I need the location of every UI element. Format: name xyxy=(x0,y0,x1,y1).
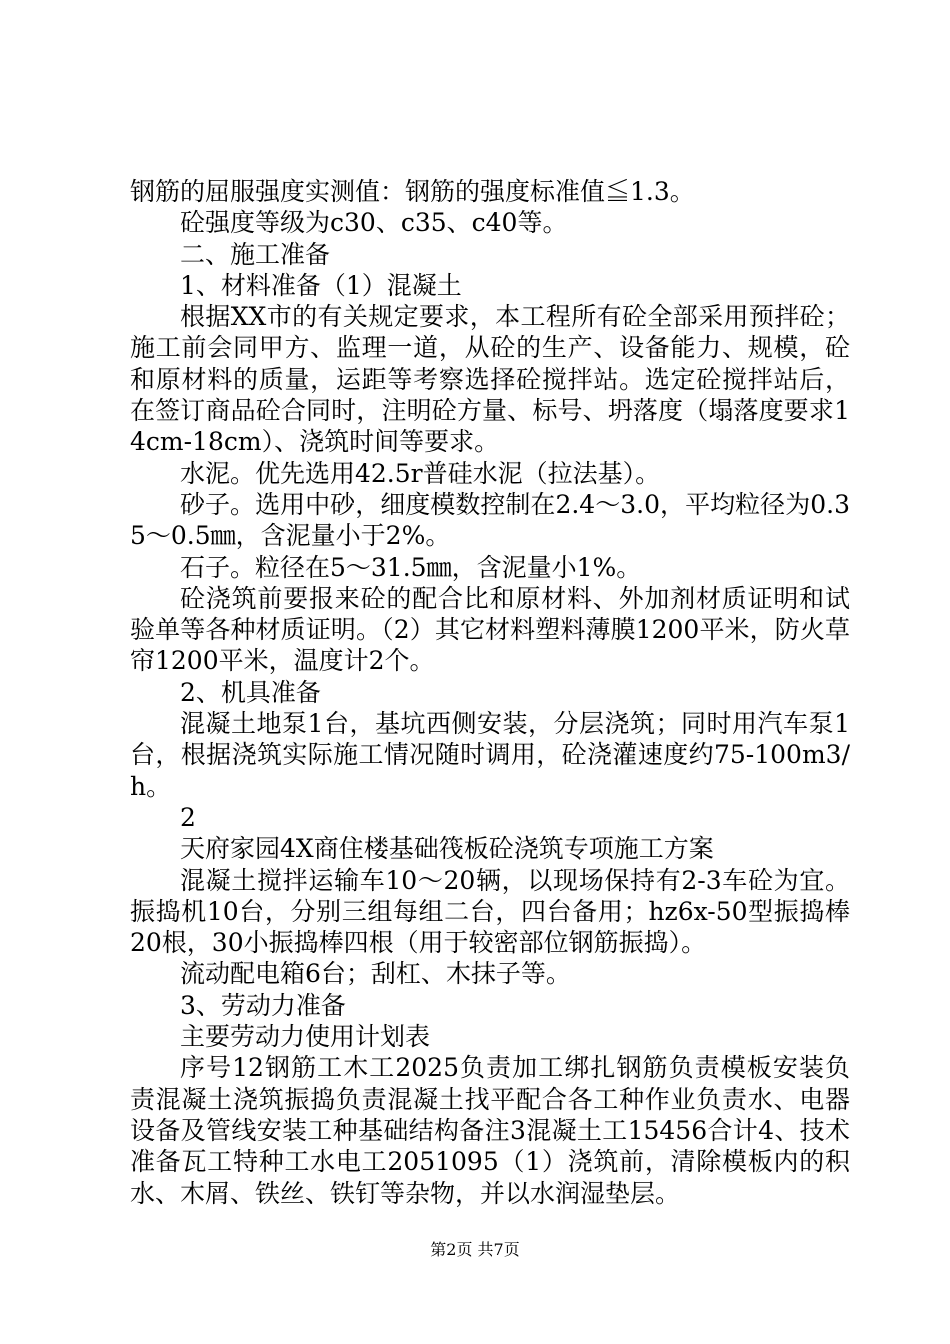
document-body xyxy=(130,176,850,1209)
paragraph: 混凝土搅拌运输车10～20辆，以现场保持有2-3车砼为宜。振捣机10台，分别三组每组二台，四台备用；hz6x-50型振捣棒20根，30小振捣棒四根（用于较密部位钢筋振捣）。 xyxy=(130,865,850,958)
paragraph: 根据XX市的有关规定要求，本工程所有砼全部采用预拌砼；施工前会同甲方、监理一道，从砼的生产、设备能力、规模，砼和原材料的质量，运距等考察选择砼搅拌站。选定砼搅拌站后，在签订商品砼合同时，注明砼方量、标号、坍落度（塌落度要求14cm-18cm）、浇筑时间等要求。 xyxy=(130,302,850,457)
page-footer xyxy=(0,1240,950,1260)
inline-page-number: 2 xyxy=(180,802,196,832)
paragraph: 流动配电箱6台；刮杠、木抹子等。 xyxy=(180,959,571,989)
paragraph: 混凝土地泵1台，基坑西侧安装，分层浇筑；同时用汽车泵1台，根据浇筑实际施工情况随时调用，砼浇灌速度约75-100m3/h。 xyxy=(130,709,850,801)
paragraph: 石子。粒径在5～31.5㎜，含泥量小1%。 xyxy=(180,552,642,582)
running-header: 天府家园4X商住楼基础筏板砼浇筑专项施工方案 xyxy=(180,834,714,864)
table-title: 主要劳动力使用计划表 xyxy=(180,1022,431,1052)
paragraph: 砼强度等级为c30、c35、c40等。 xyxy=(180,208,568,238)
subsection-heading: 1、材料准备（1）混凝土 xyxy=(180,270,462,300)
paragraph: 砼浇筑前要报来砼的配合比和原材料、外加剂材质证明和试验单等各种材质证明。（2）其它材料塑料薄膜1200平米，防火草帘1200平米，温度计2个。 xyxy=(130,583,850,676)
paragraph: 水泥。优先选用42.5r普硅水泥（拉法基）。 xyxy=(180,458,661,488)
section-heading: 二、施工准备 xyxy=(180,239,331,269)
paragraph: 序号12钢筋工木工2025负责加工绑扎钢筋负责模板安装负责混凝土浇筑振捣负责混凝土找平配合各工种作业负责水、电器设备及管线安装工种基础结构备注3混凝土工15456合计4、技术准备瓦工特种工水电工2051095（1）浇筑前，清除模板内的积水、木屑、铁丝、铁钉等杂物，并以水润湿垫层。 xyxy=(130,1053,850,1208)
page-number-label: 第2页 共7页 xyxy=(430,1240,520,1259)
subsection-heading: 2、机具准备 xyxy=(180,677,321,707)
paragraph: 砂子。选用中砂，细度模数控制在2.4～3.0，平均粒径为0.35～0.5㎜，含泥量小于2%。 xyxy=(130,489,850,551)
paragraph: 钢筋的屈服强度实测值：钢筋的强度标准值≦1.3。 xyxy=(130,177,695,206)
subsection-heading: 3、劳动力准备 xyxy=(180,990,346,1020)
